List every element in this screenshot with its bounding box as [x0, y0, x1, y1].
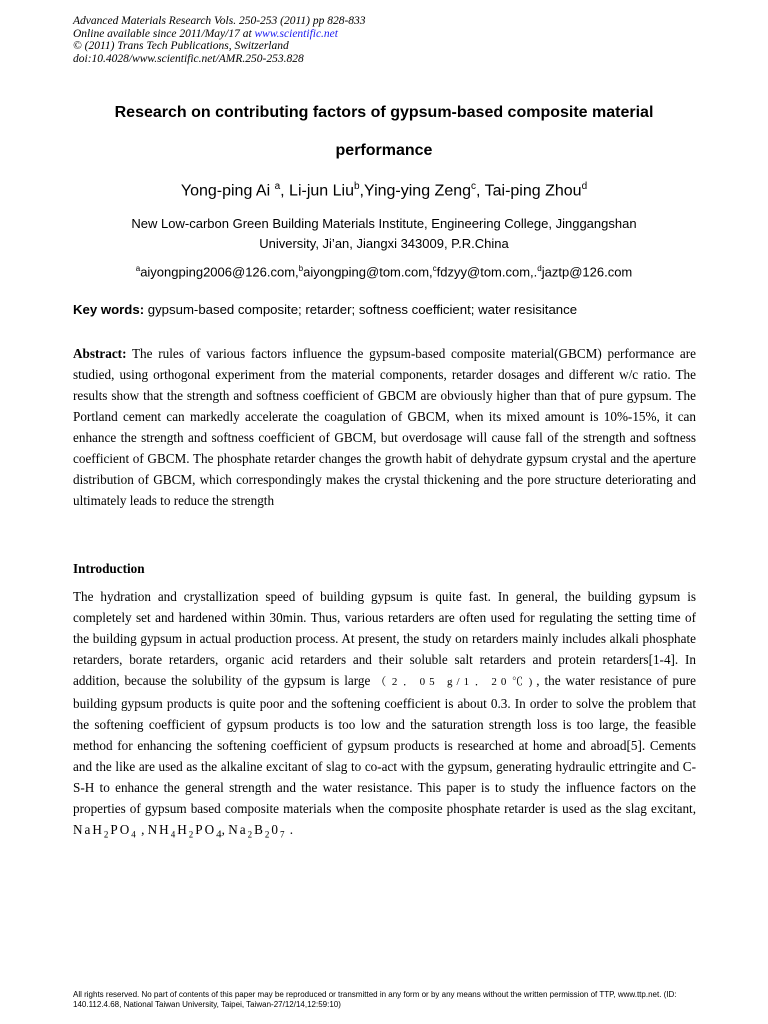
author-2-mark: b [353, 181, 360, 192]
abstract-label: Abstract: [73, 346, 127, 361]
formula-sub: 4 [131, 829, 138, 840]
formula-nh4h2po4 [147, 822, 217, 840]
formula-sub: 2 [247, 829, 255, 840]
paper-title [60, 94, 708, 170]
email-1: aiyongping2006@126.com, [140, 264, 299, 280]
formula-part: PO [110, 822, 132, 837]
formula-separator: , [221, 822, 225, 837]
doi: doi:10.4028/www.scientific.net/AMR.250-253.828 [73, 52, 304, 65]
formula-sub: 4 [216, 828, 222, 841]
formula-sub: 2 [103, 829, 111, 840]
formula-sub: 4 [170, 829, 178, 840]
journal-header [73, 15, 713, 65]
formula-part: Na [228, 822, 248, 837]
affiliation [60, 214, 708, 253]
author-1-mark: a [274, 181, 281, 192]
online-text: Online available since 2011/May/17 at [73, 27, 255, 40]
journal-citation: Advanced Materials Research Vols. 250-253 (2011) pp 828-833 [73, 15, 366, 27]
formula-separator: , [137, 822, 148, 837]
formula-part: PO [195, 822, 217, 837]
formula-part: H [177, 822, 189, 837]
formula-na2b2o7 [228, 822, 287, 840]
online-availability [73, 28, 713, 41]
author-3: ,Ying-ying Zeng [359, 182, 472, 200]
formula-nah2po4 [73, 822, 138, 840]
formula-part: NaH [73, 822, 104, 837]
email-2: aiyongping@tom.com, [303, 264, 433, 280]
title-line-2: performance [335, 142, 433, 159]
formula-sub: 7 [279, 829, 287, 840]
formula-part: NH [147, 822, 171, 837]
author-emails [60, 260, 708, 281]
email-2-mark: b [298, 264, 304, 273]
author-4-mark: d [581, 181, 588, 192]
intro-part-2: , the water resistance of pure building gypsum products is quite poor and the softening coefficient is about 0.3. In order to solve the problem that the softening coefficient of gypsum products is too low and the saturation strength loss is too large, the feasible method for enhancing the softening coefficient of gypsum products is researched at home and abroad[5]. Cements and the like are used as the alkaline excitant of slag to co-act with the gypsum, generating hydraulic ettringite and C-S-H to enhance the general strength and the water resistance. This paper is to study the influence factors on the properties of gypsum based composite materials when the composite phosphate retarder is used as the slag excitant, [73, 673, 696, 816]
affiliation-line-2: University, Ji’an, Jiangxi 343009, P.R.China [259, 235, 509, 251]
solubility-value: （2．05 g/1．20℃) [375, 676, 537, 688]
formula-sub: 2 [188, 829, 196, 840]
email-1-mark: a [135, 264, 141, 273]
email-3-mark: c [432, 264, 437, 273]
introduction-heading: Introduction [73, 561, 145, 576]
rights-footer: All rights reserved. No part of contents of this paper may be reproduced or transmitted in any form or by any means without the written permission of TTP, www.ttp.net. (ID: 140.112.4.68, National Taiwan University, Taipei, Taiwan-27/12/14,12:59:10) [73, 990, 677, 1009]
author-list [60, 176, 708, 202]
author-4: , Tai-ping Zhou [476, 182, 582, 200]
affiliation-line-1: New Low-carbon Green Building Materials Institute, Engineering College, Jinggangshan [131, 216, 637, 231]
email-4: jaztp@126.com [541, 264, 633, 280]
author-3-mark: c [471, 181, 477, 192]
author-2: , Li-jun Liu [280, 182, 354, 200]
email-3: fdzyy@tom.com,. [436, 264, 538, 280]
formula-sub: 2 [264, 829, 272, 840]
abstract [73, 343, 696, 511]
formula-part: B [254, 822, 265, 837]
formula-part: 0 [271, 822, 280, 837]
keywords-label: Key words: [73, 302, 145, 317]
intro-part-1: The hydration and crystallization speed of building gypsum is quite fast. In general, the building gypsum is completely set and hardened within 30min. Thus, various retarders are often used for regulating the setting time of the building gypsum in actual production process. At present, the study on retarders mainly includes alkali phosphate retarders, borate retarders, organic acid retarders and their soluble salt retarders and protein retarders[1-4]. In addition, because the solubility of the gypsum is large [73, 589, 696, 688]
keywords [73, 301, 713, 319]
author-1: Yong-ping Ai [180, 182, 275, 200]
title-line-1: Research on contributing factors of gypsum-based composite material [114, 104, 654, 121]
copyright: © (2011) Trans Tech Publications, Switzerland [73, 40, 289, 53]
email-4-mark: d [537, 264, 542, 273]
keywords-text: gypsum-based composite; retarder; softness coefficient; water resisitance [144, 302, 578, 317]
abstract-text: The rules of various factors influence the gypsum-based composite material(GBCM) performance are studied, using orthogonal experiment from the material components, retarder dosages and different w/c ratio. The results show that the strength and softness coefficient of GBCM are obviously higher than that of pure gypsum. The Portland cement can markedly accelerate the coagulation of GBCM, when its mixed amount is 10%-15%, it can enhance the strength and softness coefficient of GBCM, but overdosage will cause fall of the strength and softness coefficient of GBCM. The phosphate retarder changes the growth habit of dehydrate gypsum crystal and the aperture distribution of GBCM, which correspondingly makes the crystal thickening and the pore structure deteriorating and ultimately leads to reduce the strength [73, 346, 696, 508]
scientific-net-link[interactable]: www.scientific.net [254, 27, 338, 40]
introduction-body [73, 586, 696, 846]
intro-end: . [286, 822, 294, 837]
